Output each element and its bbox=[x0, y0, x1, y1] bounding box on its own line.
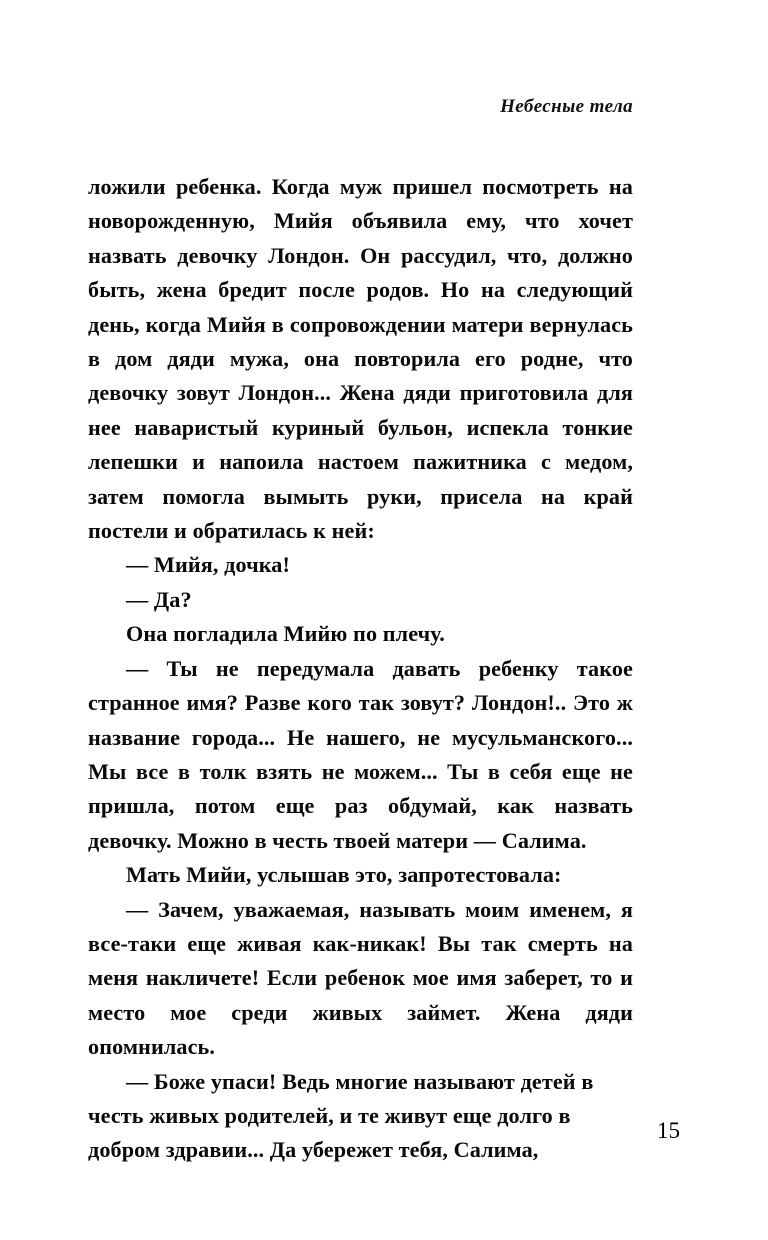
running-head: Небесные тела bbox=[500, 96, 633, 117]
paragraph: Она погладила Мийю по плечу. bbox=[126, 621, 445, 647]
paragraph: — Мийя, дочка! bbox=[126, 552, 290, 578]
paragraph: — Зачем, уважаемая, называть моим именем, я все-таки еще живая как-никак! Вы так смерть на меня накличете! Если ребенок мое имя заберет, то и место мое среди живых займет. Жена дяди опомнилась. bbox=[88, 896, 633, 1060]
page-number: 15 bbox=[657, 1118, 680, 1143]
page-content bbox=[88, 96, 633, 1168]
body-text bbox=[88, 170, 633, 1168]
paragraph: Мать Мийи, услышав это, запротестовала: bbox=[126, 862, 562, 888]
paragraph: ложили ребенка. Когда муж пришел посмотреть на новорожденную, Мийя объявила ему, что хочет назвать девочку Лондон. Он рассудил, что, должно быть, жена бредит после родов. Но на следующий день, когда Мийя в сопровождении матери вернулась в дом дяди мужа, она повторила его родне, что девочку зовут Лондон... Жена дяди приготовила для нее наваристый куриный бульон, испекла тонкие лепешки и напоила настоем пажитника с медом, затем помогла вымыть руки, присела на край постели и обратилась к ней: bbox=[88, 174, 633, 544]
paragraph: — Ты не передумала давать ребенку такое странное имя? Разве кого так зовут? Лондон!.. Это ж название города... Не нашего, не мусульманского... Мы все в толк взять не можем... Ты в себя еще не пришла, потом еще раз обдумай, как назвать девочку. Можно в честь твоей матери — Салима. bbox=[88, 655, 633, 853]
paragraph: — Боже упаси! Ведь многие называют детей в честь живых родителей, и те живут еще долго в добром здравии... Да убережет тебя, Салима, bbox=[88, 1068, 594, 1163]
paragraph: — Да? bbox=[126, 586, 192, 612]
